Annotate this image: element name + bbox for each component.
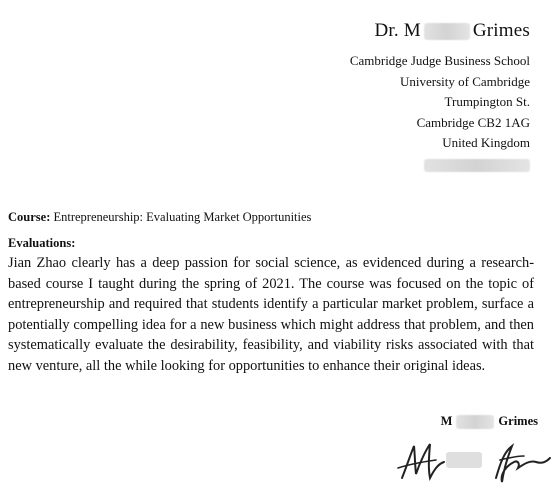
handwritten-signature <box>396 438 554 486</box>
course-value: Entrepreneurship: Evaluating Market Opportunities <box>53 210 312 224</box>
course-label: Course: <box>8 210 51 224</box>
signoff-initial: M <box>440 414 453 428</box>
evaluation-text: Jian Zhao clearly has a deep passion for social science, as evidenced during a research-based course I taught during the spring of 2021. The course was focused on the topic of entrepreneurship and required that students identify a particular market problem, surface a potentially compelling idea for a new business which might address that problem, and then systematically evaluate the desirability, feasibility, and viability risks associated with that new venture, all the while looking for opportunities to enhance their original ideas. <box>8 255 534 374</box>
sender-address <box>350 51 530 178</box>
letterhead-name-prefix: Dr. M <box>374 20 421 41</box>
signoff-surname: Grimes <box>498 414 538 428</box>
address-line: United Kingdom <box>442 135 530 150</box>
address-line: Trumpington St. <box>444 94 530 109</box>
course-line <box>8 210 311 225</box>
address-line: Cambridge CB2 1AG <box>416 114 530 130</box>
evaluations-label: Evaluations: <box>8 236 76 250</box>
letterhead-name-surname: Grimes <box>472 20 530 41</box>
redacted-name <box>424 23 470 40</box>
redacted-contact <box>424 159 530 172</box>
letterhead-name <box>374 20 530 42</box>
address-line: Cambridge Judge Business School <box>349 53 530 68</box>
redacted-name <box>456 415 494 429</box>
address-line: University of Cambridge <box>400 73 530 89</box>
signoff-name <box>441 414 538 429</box>
